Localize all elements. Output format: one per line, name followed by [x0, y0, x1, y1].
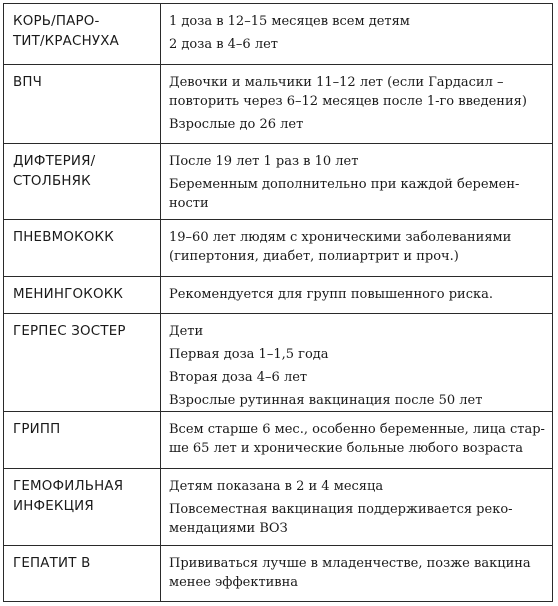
table-row: [4, 277, 553, 314]
schedule-cell: [161, 546, 553, 602]
schedule-paragraph: [169, 500, 548, 538]
vaccine-name-line: ГЕРПЕС ЗОСТЕР: [13, 324, 126, 339]
schedule-paragraph: [169, 152, 548, 171]
schedule-line: ше 65 лет и хронические больные любого возраста: [169, 441, 524, 456]
table-row: [4, 220, 553, 277]
schedule-line: (гипертония, диабет, полиартрит и проч.): [169, 249, 459, 264]
schedule-line: После 19 лет 1 раз в 10 лет: [169, 154, 359, 169]
vaccine-name-cell: [4, 469, 161, 546]
schedule-paragraph: [169, 368, 548, 387]
vaccination-table: [3, 3, 553, 602]
vaccine-name-cell: [4, 546, 161, 602]
vaccine-name-cell: [4, 65, 161, 144]
schedule-line: Всем старше 6 мес., особенно беременные, лица стар-: [169, 422, 545, 437]
vaccination-table-body: [4, 4, 553, 602]
schedule-paragraph: [169, 285, 548, 304]
schedule-paragraph: [169, 115, 548, 134]
schedule-line: Вторая доза 4–6 лет: [169, 370, 308, 385]
schedule-paragraph: [169, 391, 548, 410]
schedule-paragraph: [169, 554, 548, 592]
schedule-line: менее эффективна: [169, 575, 299, 590]
schedule-line: 2 доза в 4–6 лет: [169, 37, 278, 52]
schedule-paragraph: [169, 73, 548, 111]
schedule-line: Беременным дополнительно при каждой беремен-: [169, 177, 520, 192]
vaccine-name-cell: [4, 314, 161, 412]
schedule-line: Девочки и мальчики 11–12 лет (если Гардасил –: [169, 75, 504, 90]
schedule-cell: [161, 65, 553, 144]
vaccine-name-cell: [4, 412, 161, 469]
schedule-paragraph: [169, 345, 548, 364]
table-row: [4, 144, 553, 220]
schedule-line: 1 доза в 12–15 месяцев всем детям: [169, 14, 410, 29]
schedule-line: Дети: [169, 324, 204, 339]
schedule-cell: [161, 412, 553, 469]
schedule-paragraph: [169, 228, 548, 266]
vaccine-name-line: ПНЕВМОКОКК: [13, 230, 114, 245]
schedule-cell: [161, 469, 553, 546]
schedule-line: мендациями ВОЗ: [169, 521, 288, 536]
vaccine-name-cell: [4, 4, 161, 65]
table-row: [4, 412, 553, 469]
schedule-line: Повсеместная вакцинация поддерживается реко-: [169, 502, 513, 517]
schedule-line: Взрослые до 26 лет: [169, 117, 304, 132]
schedule-line: Взрослые рутинная вакцинация после 50 лет: [169, 393, 483, 408]
table-row: [4, 4, 553, 65]
vaccine-name-line: ТИТ/КРАСНУХА: [13, 34, 119, 49]
schedule-cell: [161, 277, 553, 314]
schedule-line: ности: [169, 196, 209, 211]
vaccine-name-line: ГЕМОФИЛЬНАЯ: [13, 479, 124, 494]
schedule-cell: [161, 220, 553, 277]
schedule-line: повторить через 6–12 месяцев после 1-го введения): [169, 94, 527, 109]
schedule-line: Рекомендуется для групп повышенного риска.: [169, 287, 493, 302]
schedule-line: 19–60 лет людям с хроническими заболеваниями: [169, 230, 512, 245]
schedule-cell: [161, 144, 553, 220]
vaccine-name-line: ИНФЕКЦИЯ: [13, 499, 94, 514]
vaccine-name-line: КОРЬ/ПАРО-: [13, 14, 100, 29]
vaccine-name-cell: [4, 277, 161, 314]
vaccine-name-line: ГЕПАТИТ В: [13, 556, 91, 571]
table-row: [4, 314, 553, 412]
vaccine-name-line: ДИФТЕРИЯ/: [13, 154, 96, 169]
vaccine-name-cell: [4, 144, 161, 220]
schedule-paragraph: [169, 175, 548, 213]
schedule-paragraph: [169, 322, 548, 341]
vaccine-name-line: СТОЛБНЯК: [13, 174, 91, 189]
schedule-line: Детям показана в 2 и 4 месяца: [169, 479, 384, 494]
vaccine-name-line: МЕНИНГОКОКК: [13, 287, 124, 302]
table-row: [4, 65, 553, 144]
schedule-paragraph: [169, 420, 548, 458]
vaccine-name-line: ГРИПП: [13, 422, 61, 437]
schedule-paragraph: [169, 12, 548, 31]
schedule-paragraph: [169, 477, 548, 496]
table-row: [4, 469, 553, 546]
schedule-line: Прививаться лучше в младенчестве, позже вакцина: [169, 556, 531, 571]
schedule-cell: [161, 314, 553, 412]
schedule-line: Первая доза 1–1,5 года: [169, 347, 329, 362]
schedule-cell: [161, 4, 553, 65]
schedule-paragraph: [169, 35, 548, 54]
vaccine-name-cell: [4, 220, 161, 277]
table-row: [4, 546, 553, 602]
vaccine-name-line: ВПЧ: [13, 75, 43, 90]
